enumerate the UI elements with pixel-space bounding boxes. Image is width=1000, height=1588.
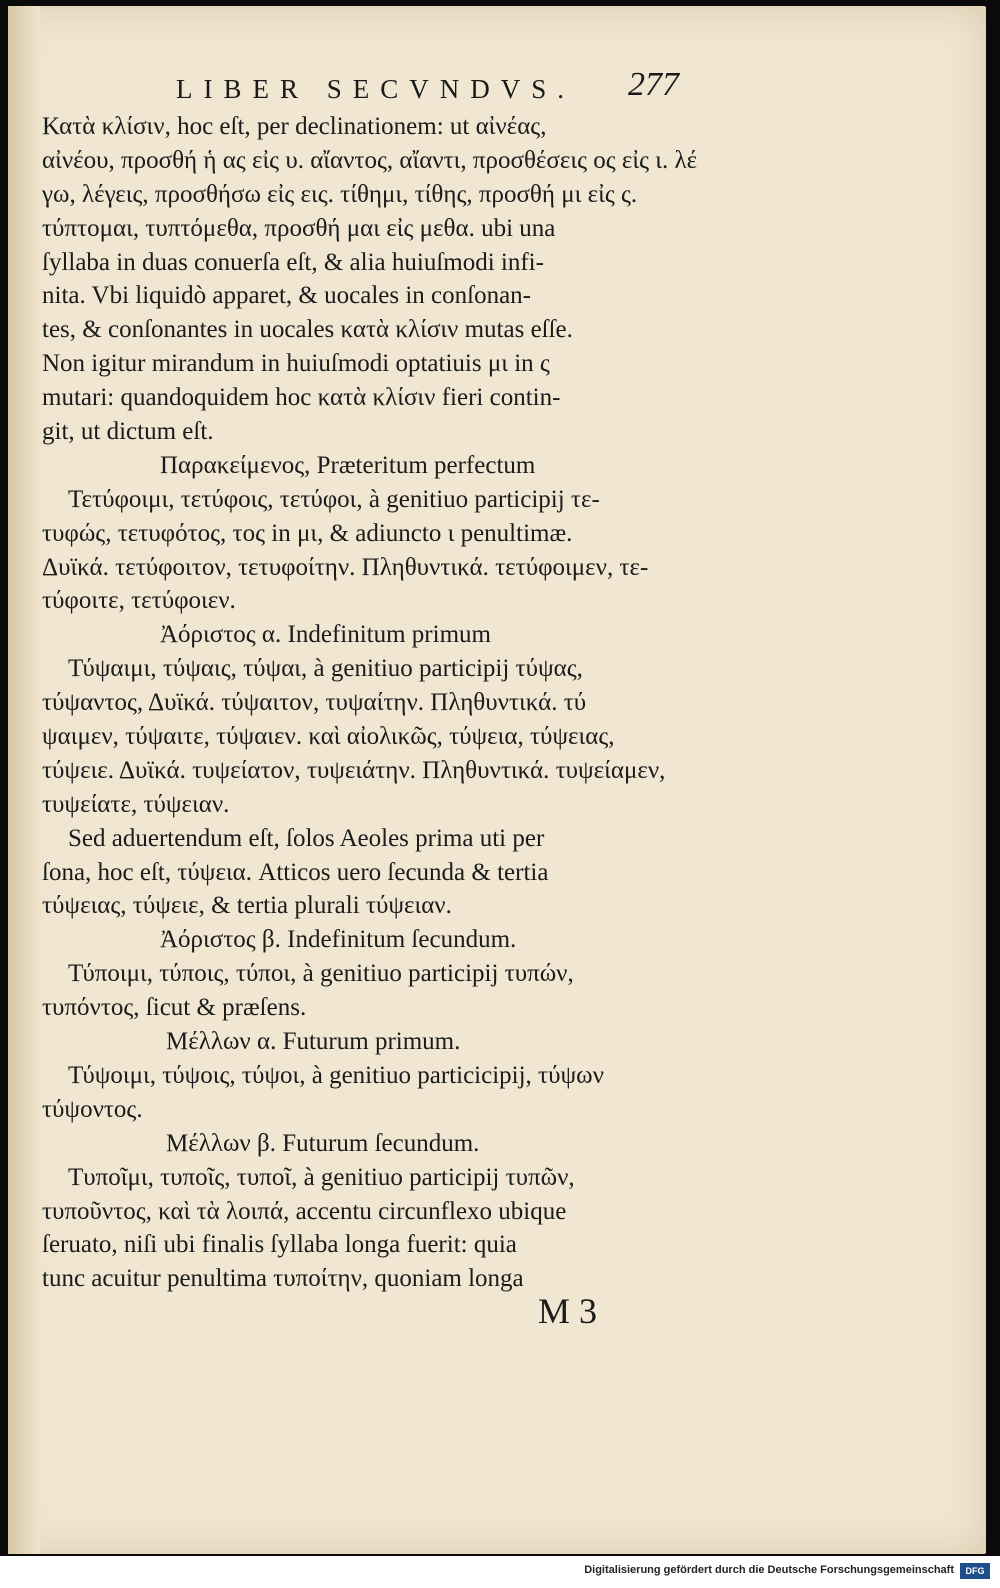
text-line: τύψαντος, Δυϊκά. τύψαιτον, τυψαίτην. Πληθυντικά. τύ [42, 689, 587, 717]
dfg-logo: DFG [960, 1563, 990, 1579]
text-line: ſona, hoc eſt, τύψεια. Atticos uero ſecunda & tertia [42, 858, 549, 886]
running-title: LIBER SECVNDVS. [176, 74, 576, 104]
text-line: Τύποιμι, τύποις, τύποι, à genitiuo participij τυπών, [68, 960, 574, 988]
text-line: Δυϊκά. τετύφοιτον, τετυφοίτην. Πληθυντικά. τετύφοιμεν, τε- [42, 553, 649, 581]
signature-mark: M 3 [538, 1291, 598, 1331]
text-line: Τύψοιμι, τύψοις, τύψοι, à genitiuo particicipij, τύψων [68, 1061, 604, 1089]
text-line: mutari: quandoquidem hoc κατὰ κλίσιν fieri contin- [42, 384, 561, 412]
text-line: τυψείατε, τύψειαν. [42, 790, 230, 818]
text-line: τύπτομαι, τυπτόμεθα, προσθή μαι εἰς μεθα. ubi una [42, 214, 556, 242]
section-heading: Ἀόριστος α. Indefinitum primum [160, 621, 491, 649]
text-line: τυπόντος, ſicut & præſens. [42, 994, 307, 1022]
text-line: ψαιμεν, τύψαιτε, τύψαιεν. καὶ αἰολικῶς, τύψεια, τύψειας, [42, 723, 615, 751]
text-line: τύφοιτε, τετύφοιεν. [42, 587, 236, 615]
text-line: γω, λέγεις, προσθήσω εἰς εις. τίθημι, τίθης, προσθή μι εἰς ς. [42, 180, 638, 208]
page-gutter [8, 6, 40, 1554]
text-line: tunc acuitur penultima τυποίτην, quoniam longa [42, 1265, 524, 1293]
text-line: git, ut dictum eſt. [42, 418, 214, 446]
funding-notice: Digitalisierung gefördert durch die Deutsche Forschungsgemeinschaft [584, 1564, 954, 1576]
text-line: Non igitur mirandum in huiuſmodi optatiuis μι in ς [42, 350, 550, 378]
text-line: τύψειας, τύψειε, & tertia plurali τύψειαν. [42, 892, 452, 920]
text-line: αἰνέου, προσθή ἡ ας εἰς υ. αἴαντος, αἴαντι, προσθέσεις ος εἰς ι. λέ [42, 146, 698, 174]
text-line: Τυποῖμι, τυποῖς, τυποῖ, à genitiuo participij τυπῶν, [68, 1163, 575, 1191]
text-line: τύψειε. Δυϊκά. τυψείατον, τυψειάτην. Πληθυντικά. τυψείαμεν, [42, 756, 666, 784]
text-line: Τετύφοιμι, τετύφοις, τετύφοι, à genitiuo participij τε- [68, 485, 600, 513]
text-line: Sed aduertendum eſt, ſolos Aeoles prima uti per [68, 824, 545, 852]
section-heading: Ἀόριστος β. Indefinitum ſecundum. [160, 926, 517, 954]
text-line: ſyllaba in duas conuerſa eſt, & alia huiuſmodi infi- [42, 248, 544, 276]
dfg-footer [0, 1556, 1000, 1588]
section-heading: Παρακείμενος, Præteritum perfectum [160, 451, 536, 479]
text-line: Κατὰ κλίσιν, hoc eſt, per declinationem: ut αἰνέας, [42, 113, 547, 140]
section-heading: Μέλλων β. Futurum ſecundum. [166, 1129, 480, 1157]
text-line: τυποῦντος, καὶ τὰ λοιπά, accentu circunflexo ubique [42, 1197, 567, 1225]
text-line: τυφώς, τετυφότος, τος in μι, & adiunctο ι penultimæ. [42, 519, 573, 547]
body-text [42, 110, 702, 1296]
text-line: Τύψαιμι, τύψαις, τύψαι, à genitiuo participij τύψας, [68, 655, 583, 683]
page-number: 277 [628, 66, 679, 103]
text-line: ſeruato, niſi ubi finalis ſyllaba longa fuerit: quia [42, 1231, 517, 1259]
section-heading: Μέλλων α. Futurum primum. [166, 1028, 461, 1056]
text-line: tes, & conſonantes in uocales κατὰ κλίσιν mutas eſſe. [42, 316, 573, 344]
text-line: τύψοντος. [42, 1095, 143, 1123]
text-line: nita. Vbi liquidò apparet, & uocales in conſonan- [42, 282, 532, 310]
